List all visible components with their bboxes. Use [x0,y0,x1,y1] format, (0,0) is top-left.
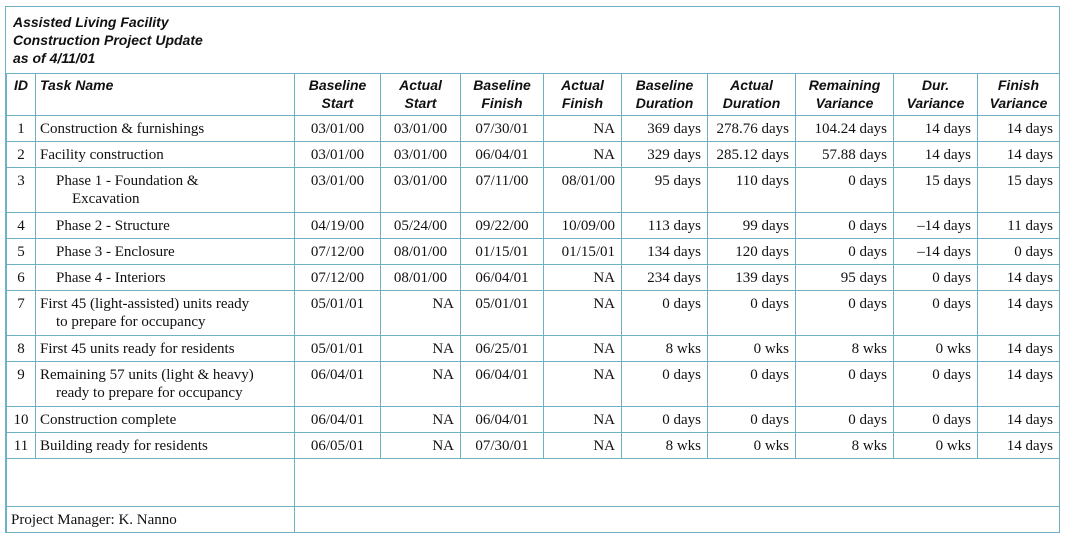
col-baseline-start: Baseline Start [295,74,381,116]
cell-actual-finish: NA [544,407,622,433]
cell-dur-variance: 0 days [894,291,978,336]
cell-dur-variance: 0 wks [894,336,978,362]
cell-id: 1 [7,116,36,142]
cell-finish-variance: 15 days [978,168,1060,213]
blank-cell-left [7,459,295,507]
cell-actual-duration: 120 days [708,239,796,265]
cell-task-name: Phase 2 - Structure [36,213,295,239]
cell-baseline-start: 05/01/01 [295,336,381,362]
cell-dur-variance: 15 days [894,168,978,213]
title-line-1: Assisted Living Facility [13,14,169,30]
cell-baseline-duration: 369 days [622,116,708,142]
cell-baseline-finish: 07/30/01 [461,116,544,142]
cell-baseline-start: 06/05/01 [295,433,381,459]
cell-actual-start: 08/01/00 [381,239,461,265]
table-row [7,142,1060,168]
cell-finish-variance: 14 days [978,142,1060,168]
cell-actual-duration: 0 days [708,362,796,407]
cell-baseline-finish: 06/04/01 [461,142,544,168]
cell-baseline-finish: 06/04/01 [461,362,544,407]
cell-dur-variance: 14 days [894,142,978,168]
cell-id: 3 [7,168,36,213]
col-task-name: Task Name [36,74,295,116]
cell-remaining-variance: 57.88 days [796,142,894,168]
col-baseline-duration: Baseline Duration [622,74,708,116]
cell-task-name: Remaining 57 units (light & heavy) ready to prepare for occupancy [36,362,295,407]
cell-baseline-duration: 134 days [622,239,708,265]
cell-actual-start: NA [381,291,461,336]
cell-actual-finish: NA [544,265,622,291]
cell-dur-variance: 0 days [894,407,978,433]
cell-baseline-start: 04/19/00 [295,213,381,239]
cell-baseline-finish: 01/15/01 [461,239,544,265]
cell-dur-variance: –14 days [894,239,978,265]
cell-actual-finish: NA [544,142,622,168]
cell-dur-variance: –14 days [894,213,978,239]
cell-baseline-finish: 07/30/01 [461,433,544,459]
cell-baseline-duration: 8 wks [622,336,708,362]
cell-actual-finish: NA [544,433,622,459]
cell-remaining-variance: 0 days [796,168,894,213]
cell-task-name: Construction complete [36,407,295,433]
cell-actual-duration: 110 days [708,168,796,213]
cell-task-name: Construction & furnishings [36,116,295,142]
cell-actual-finish: NA [544,291,622,336]
cell-finish-variance: 14 days [978,265,1060,291]
table-row [7,213,1060,239]
cell-remaining-variance: 0 days [796,407,894,433]
cell-baseline-duration: 329 days [622,142,708,168]
cell-baseline-duration: 0 days [622,362,708,407]
cell-remaining-variance: 104.24 days [796,116,894,142]
cell-finish-variance: 14 days [978,362,1060,407]
cell-baseline-start: 03/01/00 [295,168,381,213]
cell-actual-duration: 139 days [708,265,796,291]
cell-id: 11 [7,433,36,459]
cell-actual-duration: 278.76 days [708,116,796,142]
col-dur-variance: Dur. Variance [894,74,978,116]
cell-id: 7 [7,291,36,336]
cell-actual-start: 08/01/00 [381,265,461,291]
cell-baseline-finish: 09/22/00 [461,213,544,239]
report-title [13,13,203,67]
cell-finish-variance: 14 days [978,116,1060,142]
cell-baseline-finish: 06/25/01 [461,336,544,362]
table-row [7,265,1060,291]
table-row [7,336,1060,362]
cell-dur-variance: 14 days [894,116,978,142]
cell-actual-duration: 0 wks [708,336,796,362]
blank-cell-right [295,459,1060,507]
cell-actual-duration: 0 wks [708,433,796,459]
cell-remaining-variance: 95 days [796,265,894,291]
table-row [7,239,1060,265]
cell-actual-start: NA [381,407,461,433]
table-row [7,116,1060,142]
cell-finish-variance: 11 days [978,213,1060,239]
cell-task-name: Phase 1 - Foundation & Excavation [36,168,295,213]
cell-task-name: Phase 3 - Enclosure [36,239,295,265]
cell-actual-duration: 0 days [708,291,796,336]
title-line-2: Construction Project Update [13,32,203,48]
cell-dur-variance: 0 days [894,362,978,407]
footer-row [7,507,1060,533]
cell-actual-duration: 99 days [708,213,796,239]
cell-baseline-finish: 05/01/01 [461,291,544,336]
cell-baseline-finish: 06/04/01 [461,407,544,433]
cell-finish-variance: 14 days [978,336,1060,362]
cell-remaining-variance: 0 days [796,291,894,336]
col-finish-variance: Finish Variance [978,74,1060,116]
col-baseline-finish: Baseline Finish [461,74,544,116]
cell-task-name: Phase 4 - Interiors [36,265,295,291]
cell-actual-finish: 10/09/00 [544,213,622,239]
cell-actual-start: 05/24/00 [381,213,461,239]
cell-actual-start: 03/01/00 [381,168,461,213]
cell-baseline-duration: 0 days [622,407,708,433]
cell-finish-variance: 14 days [978,433,1060,459]
cell-remaining-variance: 8 wks [796,433,894,459]
cell-task-name: Building ready for residents [36,433,295,459]
cell-id: 2 [7,142,36,168]
cell-actual-duration: 285.12 days [708,142,796,168]
cell-baseline-start: 05/01/01 [295,291,381,336]
cell-actual-finish: NA [544,116,622,142]
cell-remaining-variance: 8 wks [796,336,894,362]
cell-baseline-duration: 113 days [622,213,708,239]
cell-id: 8 [7,336,36,362]
cell-baseline-finish: 06/04/01 [461,265,544,291]
cell-actual-start: NA [381,433,461,459]
cell-baseline-start: 06/04/01 [295,407,381,433]
cell-actual-start: NA [381,362,461,407]
table-row [7,433,1060,459]
cell-baseline-duration: 0 days [622,291,708,336]
cell-baseline-start: 06/04/01 [295,362,381,407]
cell-finish-variance: 14 days [978,407,1060,433]
cell-baseline-start: 03/01/00 [295,116,381,142]
project-table [6,73,1060,533]
cell-remaining-variance: 0 days [796,213,894,239]
cell-id: 10 [7,407,36,433]
cell-id: 5 [7,239,36,265]
cell-baseline-duration: 234 days [622,265,708,291]
project-manager: Project Manager: K. Nanno [7,507,295,533]
table-row [7,168,1060,213]
col-id: ID [7,74,36,116]
cell-task-name: First 45 (light-assisted) units ready to prepare for occupancy [36,291,295,336]
cell-task-name: Facility construction [36,142,295,168]
cell-baseline-finish: 07/11/00 [461,168,544,213]
col-actual-finish: Actual Finish [544,74,622,116]
report-sheet [5,6,1060,533]
cell-finish-variance: 14 days [978,291,1060,336]
col-remaining-variance: Remaining Variance [796,74,894,116]
title-line-3: as of 4/11/01 [13,50,96,66]
cell-dur-variance: 0 days [894,265,978,291]
cell-baseline-duration: 95 days [622,168,708,213]
cell-baseline-duration: 8 wks [622,433,708,459]
cell-remaining-variance: 0 days [796,362,894,407]
cell-actual-start: 03/01/00 [381,142,461,168]
cell-baseline-start: 07/12/00 [295,265,381,291]
cell-dur-variance: 0 wks [894,433,978,459]
cell-id: 6 [7,265,36,291]
cell-actual-start: 03/01/00 [381,116,461,142]
cell-actual-duration: 0 days [708,407,796,433]
cell-actual-finish: 01/15/01 [544,239,622,265]
cell-id: 4 [7,213,36,239]
footer-cell-right [295,507,1060,533]
cell-task-name: First 45 units ready for residents [36,336,295,362]
cell-actual-finish: NA [544,362,622,407]
table-row [7,362,1060,407]
cell-baseline-start: 07/12/00 [295,239,381,265]
cell-baseline-start: 03/01/00 [295,142,381,168]
cell-remaining-variance: 0 days [796,239,894,265]
col-actual-start: Actual Start [381,74,461,116]
blank-row [7,459,1060,507]
header-row [7,74,1060,116]
table-row [7,291,1060,336]
table-row [7,407,1060,433]
cell-finish-variance: 0 days [978,239,1060,265]
cell-actual-finish: 08/01/00 [544,168,622,213]
cell-actual-finish: NA [544,336,622,362]
col-actual-duration: Actual Duration [708,74,796,116]
cell-id: 9 [7,362,36,407]
cell-actual-start: NA [381,336,461,362]
